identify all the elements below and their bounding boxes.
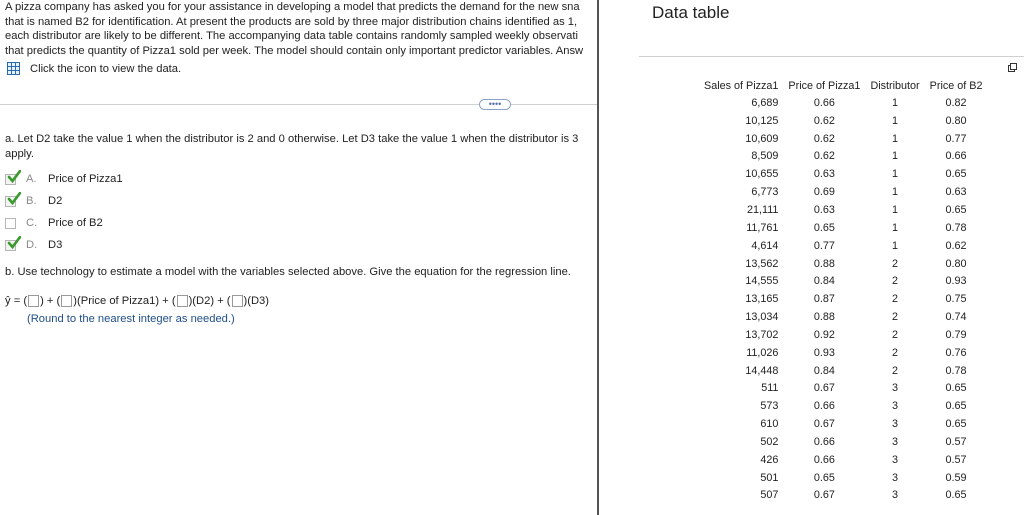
table-cell: 0.65	[813, 221, 835, 234]
option-label: D3	[48, 239, 63, 251]
table-cell: 0.93	[813, 346, 835, 359]
part-a-text: a. Let D2 take the value 1 when the distributor is 2 and 0 otherwise. Let D3 take the value 1 when the distributor is 3	[5, 133, 579, 145]
table-cell: 0.63	[945, 186, 967, 199]
table-row	[699, 397, 987, 415]
price-pizza1-coef-input[interactable]	[61, 295, 72, 307]
option-letter: C.	[26, 217, 38, 229]
table-row	[699, 380, 987, 398]
table-cell: 0.65	[945, 382, 967, 395]
table-row	[699, 469, 987, 487]
table-cell: 0.66	[813, 96, 835, 109]
table-row	[699, 237, 987, 255]
table-row	[699, 326, 987, 344]
table-cell: 8,509	[751, 150, 779, 163]
table-cell: 0.69	[813, 186, 835, 199]
table-cell: 3	[892, 435, 899, 448]
column-header: Sales of Pizza1	[704, 79, 779, 92]
table-cell: 10,655	[745, 168, 779, 181]
table-cell: 0.82	[945, 96, 967, 109]
table-cell: 0.62	[813, 114, 835, 127]
table-cell: 3	[892, 400, 899, 413]
table-cell: 0.59	[945, 471, 967, 484]
table-cell: 0.67	[813, 418, 835, 431]
eq-term: )(D2) + (	[188, 295, 231, 307]
table-cell: 0.84	[813, 364, 835, 377]
table-cell: 0.67	[813, 489, 835, 502]
table-header-row	[699, 77, 987, 94]
table-cell: 3	[892, 382, 899, 395]
intro-line: that predicts the quantity of Pizza1 sold per week. The model should contain only important predictor variables. Answ	[5, 44, 584, 57]
table-grid-icon[interactable]	[7, 62, 20, 75]
option-c-checkbox[interactable]	[5, 218, 16, 229]
table-row	[699, 255, 987, 273]
table-row	[699, 415, 987, 433]
option-letter: A.	[26, 173, 37, 185]
table-cell: 0.65	[945, 418, 967, 431]
table-cell: 511	[761, 382, 779, 395]
d2-coef-input[interactable]	[177, 295, 188, 307]
table-cell: 0.62	[813, 150, 835, 163]
column-header: Distributor	[870, 79, 920, 92]
option-a-checkbox[interactable]	[5, 174, 16, 185]
table-cell: 2	[892, 311, 899, 324]
table-cell: 0.77	[813, 239, 835, 252]
table-cell: 1	[892, 239, 899, 252]
table-cell: 2	[892, 328, 899, 341]
table-row	[699, 112, 987, 130]
table-cell: 0.74	[945, 311, 967, 324]
table-row	[699, 308, 987, 326]
table-cell: 13,034	[745, 311, 779, 324]
part-b-question: b. Use technology to estimate a model with the variables selected above. Give the equation for the regression line.	[5, 266, 571, 278]
copy-icon[interactable]	[1008, 63, 1017, 72]
table-cell: 0.75	[945, 293, 967, 306]
option-label: Price of B2	[48, 217, 103, 229]
table-cell: 0.66	[945, 150, 967, 163]
view-data-link[interactable]: Click the icon to view the data.	[30, 62, 182, 75]
problem-intro	[5, 0, 597, 58]
table-cell: 0.67	[813, 382, 835, 395]
table-cell: 13,562	[745, 257, 779, 270]
part-a-text-cont: apply.	[5, 147, 35, 160]
table-cell: 0.65	[813, 471, 835, 484]
option-a[interactable]	[5, 171, 123, 187]
table-cell: 3	[892, 471, 899, 484]
intercept-input[interactable]	[28, 295, 39, 307]
table-cell: 6,689	[751, 96, 779, 109]
option-label: D2	[48, 195, 63, 207]
table-cell: 0.80	[945, 114, 967, 127]
expand-more-button[interactable]: ••••	[479, 99, 511, 110]
option-b-checkbox[interactable]	[5, 196, 16, 207]
table-cell: 0.62	[945, 239, 967, 252]
table-row	[699, 344, 987, 362]
table-cell: 6,773	[751, 186, 779, 199]
column-header: Price of Pizza1	[788, 79, 861, 92]
data-table-pane	[599, 0, 1024, 515]
yhat-label: ŷ = (	[5, 295, 28, 307]
table-row	[699, 219, 987, 237]
table-cell: 14,448	[745, 364, 779, 377]
table-body	[699, 94, 987, 504]
eq-term: )(Price of Pizza1) + (	[73, 295, 176, 307]
table-cell: 13,165	[745, 293, 779, 306]
table-cell: 2	[892, 275, 899, 288]
intro-line: each distributor are likely to be different. The accompanying data table contains randomly sampled weekly observati	[5, 30, 578, 42]
table-cell: 0.88	[813, 257, 835, 270]
table-cell: 2	[892, 364, 899, 377]
table-row	[699, 362, 987, 380]
table-row	[699, 451, 987, 469]
option-label: Price of Pizza1	[48, 173, 123, 185]
table-cell: 3	[892, 489, 899, 502]
table-row	[699, 487, 987, 505]
table-cell: 3	[892, 418, 899, 431]
table-row	[699, 130, 987, 148]
table-cell: 0.65	[945, 203, 967, 216]
option-d[interactable]	[5, 237, 62, 253]
table-cell: 426	[760, 453, 779, 466]
table-cell: 11,026	[746, 346, 779, 359]
table-cell: 1	[892, 96, 899, 109]
table-cell: 1	[892, 168, 899, 181]
table-cell: 0.66	[813, 400, 835, 413]
table-cell: 0.93	[945, 275, 967, 288]
table-row	[699, 94, 987, 112]
table-cell: 0.80	[945, 257, 967, 270]
column-header: Price of B2	[929, 79, 983, 92]
table-cell: 1	[892, 150, 899, 163]
table-cell: 0.57	[945, 435, 967, 448]
intro-line: that is named B2 for identification. At present the products are sold by three major distribution chains identified as 1,	[5, 15, 578, 28]
table-cell: 2	[892, 346, 899, 359]
rounding-note: (Round to the nearest integer as needed.)	[27, 313, 235, 325]
eq-term: ) + (	[40, 295, 61, 307]
table-cell: 2	[892, 293, 899, 306]
table-cell: 2	[892, 257, 899, 270]
table-cell: 1	[892, 203, 899, 216]
table-cell: 0.65	[945, 489, 967, 502]
table-row	[699, 165, 987, 183]
title-divider	[639, 56, 1024, 57]
option-c[interactable]	[5, 215, 103, 231]
table-row	[699, 148, 987, 166]
option-letter: B.	[26, 195, 37, 207]
table-cell: 0.78	[945, 221, 967, 234]
option-letter: D.	[26, 239, 38, 251]
table-cell: 4,614	[751, 239, 779, 252]
table-cell: 610	[760, 418, 779, 431]
table-cell: 0.76	[945, 346, 967, 359]
table-cell: 0.65	[945, 168, 967, 181]
table-cell: 0.79	[945, 328, 967, 341]
table-cell: 507	[760, 489, 779, 502]
table-row	[699, 201, 987, 219]
table-cell: 0.84	[813, 275, 835, 288]
view-data-row[interactable]	[7, 62, 181, 75]
table-cell: 10,609	[745, 132, 779, 145]
green-check-icon	[7, 236, 21, 250]
table-cell: 0.77	[945, 132, 967, 145]
green-check-icon	[7, 192, 21, 206]
green-check-icon	[7, 170, 21, 184]
data-table	[699, 77, 987, 504]
table-cell: 21,111	[747, 203, 779, 216]
table-cell: 0.66	[813, 435, 835, 448]
table-cell: 0.92	[813, 328, 835, 341]
table-cell: 502	[760, 435, 779, 448]
d3-coef-input[interactable]	[232, 295, 243, 307]
table-cell: 1	[892, 114, 899, 127]
table-cell: 0.88	[813, 311, 835, 324]
table-cell: 0.66	[813, 453, 835, 466]
table-cell: 0.65	[945, 400, 967, 413]
intro-line: A pizza company has asked you for your assistance in developing a model that predicts the demand for the new sna	[5, 1, 580, 13]
table-cell: 10,125	[745, 114, 779, 127]
table-cell: 0.63	[813, 168, 835, 181]
table-row	[699, 290, 987, 308]
table-row	[699, 183, 987, 201]
option-b[interactable]	[5, 193, 62, 209]
table-cell: 0.62	[813, 132, 835, 145]
option-d-checkbox[interactable]	[5, 240, 16, 251]
table-row	[699, 272, 987, 290]
table-cell: 0.57	[945, 453, 967, 466]
table-cell: 0.87	[813, 293, 835, 306]
table-cell: 1	[892, 221, 899, 234]
regression-equation	[5, 295, 269, 307]
eq-term: )(D3)	[243, 295, 269, 307]
table-cell: 1	[892, 186, 899, 199]
table-cell: 14,555	[745, 275, 779, 288]
table-cell: 573	[760, 400, 779, 413]
data-table-title: Data table	[652, 3, 730, 22]
table-row	[699, 433, 987, 451]
table-cell: 501	[760, 471, 779, 484]
table-cell: 1	[892, 132, 899, 145]
table-cell: 13,702	[745, 328, 779, 341]
table-cell: 11,761	[746, 221, 779, 234]
table-cell: 0.63	[813, 203, 835, 216]
part-a-question	[5, 132, 578, 161]
table-cell: 0.78	[945, 364, 967, 377]
table-cell: 3	[892, 453, 899, 466]
